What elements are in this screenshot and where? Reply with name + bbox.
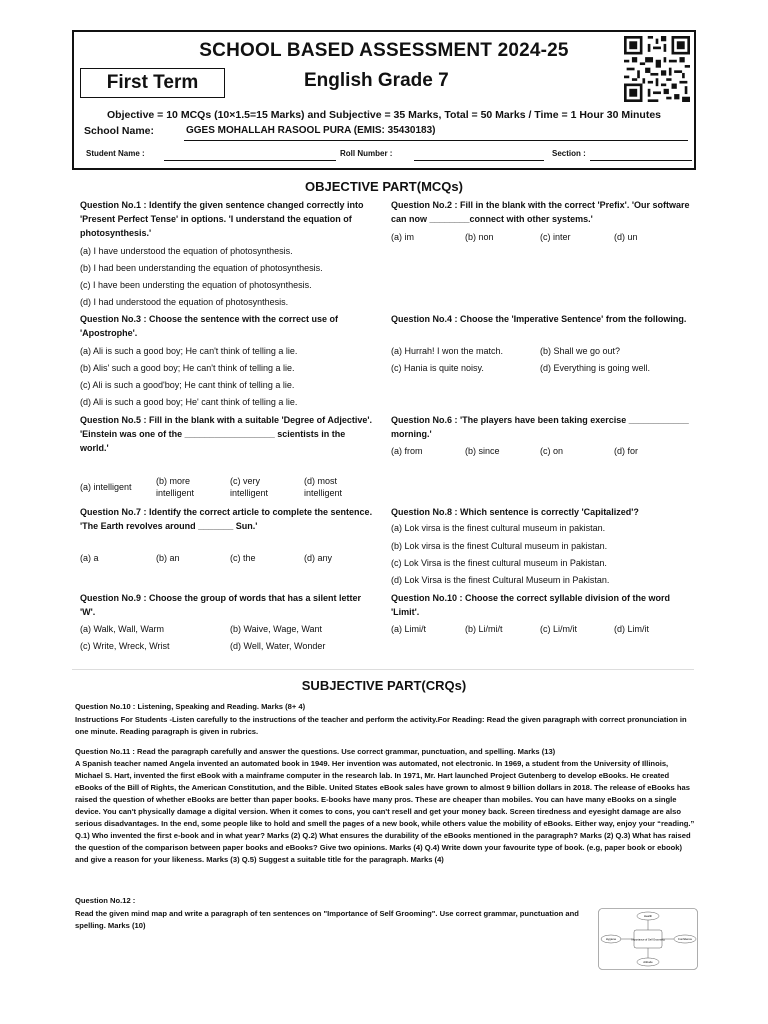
student-info-row	[84, 149, 688, 163]
q4-option-a[interactable]: (a) Hurrah! I won the match.	[391, 346, 504, 356]
q1-option-a[interactable]: (a) I have understood the equation of photosynthesis.	[80, 246, 293, 256]
q8-option-d[interactable]: (d) Lok Virsa is the finest Cultural Museum in Pakistan.	[391, 575, 610, 585]
q9-option-c[interactable]: (c) Write, Wreck, Wrist	[80, 641, 170, 651]
q3-option-a[interactable]: (a) Ali is such a good boy; He can't think of telling a lie.	[80, 346, 298, 356]
q5-option-d[interactable]: (d) most intelligent	[304, 476, 343, 498]
q8-option-c[interactable]: (c) Lok Virsa is the finest cultural museum in Pakistan.	[391, 558, 607, 568]
subjective-section-title: SUBJECTIVE PART(CRQs)	[301, 678, 467, 693]
question-8-text: Question No.8 : Which sentence is correctly 'Capitalized'?	[391, 507, 639, 517]
roll-number-label: Roll Number :	[340, 149, 393, 158]
q7-option-c[interactable]: (c) the	[230, 553, 256, 563]
q6-option-a[interactable]: (a) from	[391, 446, 423, 456]
question-5	[80, 413, 376, 455]
question-3-text: Question No.3 : Choose the sentence with the correct use of 'Apostrophe'.	[80, 314, 339, 338]
q10-option-a[interactable]: (a) Limi/t	[391, 624, 427, 634]
q7-option-a[interactable]: (a) a	[80, 553, 99, 563]
roll-number-field[interactable]	[414, 160, 544, 161]
question-7	[80, 505, 376, 533]
question-2	[391, 198, 691, 226]
subjective-q10-body: Instructions For Students -Listen carefully to the instructions of the teacher and perform the activity.For Reading: Read the given paragraph with correct pronunciation in one minute. Reading paragraph is given in rubrics.	[75, 715, 687, 736]
question-4-text: Question No.4 : Choose the 'Imperative Sentence' from the following.	[391, 314, 687, 324]
student-name-field[interactable]	[164, 160, 336, 161]
question-8	[391, 505, 691, 519]
q10-option-d[interactable]: (d) Lim/it	[614, 624, 650, 634]
header-box	[72, 30, 696, 170]
question-9	[80, 591, 376, 619]
q2-option-b[interactable]: (b) non	[465, 232, 494, 242]
q9-option-a[interactable]: (a) Walk, Wall, Warm	[80, 624, 164, 634]
question-5-text: Question No.5 : Fill in the blank with a suitable 'Degree of Adjective'.	[80, 415, 372, 425]
q5-option-c[interactable]: (c) very intelligent	[230, 476, 269, 498]
section-field[interactable]	[590, 160, 692, 161]
q1-option-c[interactable]: (c) I have been understing the equation of photosynthesis.	[80, 280, 312, 290]
question-6-text: Question No.6 : 'The players have been taking exercise ____________ morning.'	[391, 415, 689, 439]
school-name-underline	[184, 140, 688, 141]
section-label: Section :	[552, 149, 586, 158]
q2-option-a[interactable]: (a) im	[391, 232, 414, 242]
question-10	[391, 591, 691, 619]
question-7-text: Question No.7 : Identify the correct article to complete the sentence.	[80, 507, 373, 517]
question-3	[80, 312, 376, 340]
question-1	[80, 198, 376, 240]
mind-map-diagram	[598, 908, 698, 970]
school-name-label: School Name:	[84, 125, 155, 137]
q8-option-b[interactable]: (b) Lok virsa is the finest Cultural museum in pakistan.	[391, 541, 608, 551]
q9-option-b[interactable]: (b) Waive, Wage, Want	[230, 624, 323, 634]
q4-option-c[interactable]: (c) Hania is quite noisy.	[391, 363, 484, 373]
question-5-sentence: 'Einstein was one of the __________________ scientists in the world.'	[80, 429, 346, 453]
q2-option-c[interactable]: (c) inter	[540, 232, 571, 242]
question-4	[391, 312, 691, 326]
subjective-q10-heading: Question No.10 : Listening, Speaking and Reading. Marks (8+ 4)	[75, 702, 306, 711]
q1-option-d[interactable]: (d) I had understood the equation of photosynthesis.	[80, 297, 289, 307]
q10-option-c[interactable]: (c) Li/m/it	[540, 624, 577, 634]
question-10-text: Question No.10 : Choose the correct syllable division of the word 'Limit'.	[391, 593, 671, 617]
qr-code-icon	[624, 36, 690, 102]
term-box: First Term	[80, 68, 225, 98]
subjective-q11-heading: Question No.11 : Read the paragraph carefully and answer the questions. Use correct grammar, punctuation, and spelling. Marks (13)	[75, 747, 556, 756]
student-name-label: Student Name :	[86, 149, 145, 158]
q6-option-d[interactable]: (d) for	[614, 446, 639, 456]
q9-option-d[interactable]: (d) Well, Water, Wonder	[230, 641, 326, 651]
q4-option-b[interactable]: (b) Shall we go out?	[540, 346, 621, 356]
subject-title: English Grade 7	[304, 70, 449, 91]
q2-option-d[interactable]: (d) un	[614, 232, 638, 242]
q7-option-b[interactable]: (b) an	[156, 553, 180, 563]
question-7-sentence: 'The Earth revolves around _______ Sun.'	[80, 521, 258, 531]
subjective-q12-body: Read the given mind map and write a paragraph of ten sentences on "Importance of Self Grooming". Use correct grammar, punctuation and spelling. Marks (10)	[75, 909, 579, 930]
assessment-title: SCHOOL BASED ASSESSMENT 2024-25	[199, 40, 569, 61]
question-9-text: Question No.9 : Choose the group of words that has a silent letter 'W'.	[80, 593, 362, 617]
question-2-text: Question No.2 : Fill in the blank with the correct 'Prefix'. 'Our software can now ________connect with other systems.'	[391, 200, 690, 224]
section-divider	[72, 669, 694, 670]
question-1-text: Question No.1 : Identify the given sentence changed correctly into 'Present Perfect Tense' in options. 'I understand the equation of photosynthesis.'	[80, 200, 364, 238]
subjective-q11-body: A Spanish teacher named Angela invented an automated book in 1949. Her invention was automated, not electronic. In 1969, a student from the University of Illinois, Michael S. Hart, invented the first eBook with a mainframe computer in the research lab. In 1971, Mr. Hart launched Project Gutenberg to develop eBooks. He created eBooks of the Bill of Rights, the American Constitution, and the Bible. United States eBook sales have grown to almost 9 billion dollars in 2018. The release of eBooks has raised the question of whether eBooks are better than paper books. E-books have many pros. These are cheaper than mobiles. You can have many eBooks on a single device. You can't physically damage a digital version. When it comes to cons, you can't resell and get your money back. Screen tiredness and eyesight damage are also serious disadvantages. In the end, some people like to hold and smell the pages of a new book, while others value the mobility of eBooks. Either way, enjoy your “reading.” Q.1) Who invented the first e-book and in what year? Marks (2) Q.2) What ensures the durability of the eBooks mentioned in the paragraph? Marks (2) Q.3) What has raised the question of the comparison between paper books and eBooks? Give two opinions. Marks (4) Q.4) Write down your favourite type of book. (e.g, paper book or ebook) and give a reason for your likeness. Marks (3) Q.5) Suggest a suitable title for the paragraph. Marks (4)	[75, 759, 695, 864]
mind-map-left-label: Hygiene	[605, 937, 617, 941]
objective-marks-line: Objective = 10 MCQs (10×1.5=15 Marks) and Subjective = 35 Marks, Total = 50 Marks / Time = 1 Hour 30 Minutes	[106, 109, 662, 121]
mind-map-bottom-label: Attitude	[643, 960, 653, 964]
q3-option-d[interactable]: (d) Ali is such a good boy; He' cant think of telling a lie.	[80, 397, 298, 407]
q7-option-d[interactable]: (d) any	[304, 553, 333, 563]
q5-option-b[interactable]: (b) more intelligent	[156, 476, 195, 498]
subjective-q12-heading: Question No.12 :	[75, 896, 136, 905]
mind-map-right-label: Confidence	[677, 937, 693, 941]
q6-option-c[interactable]: (c) on	[540, 446, 564, 456]
q3-option-c[interactable]: (c) Ali is such a good'boy; He cant think of telling a lie.	[80, 380, 295, 390]
q8-option-a[interactable]: (a) Lok virsa is the finest cultural museum in pakistan.	[391, 523, 606, 533]
question-6	[391, 413, 691, 441]
q3-option-b[interactable]: (b) Alis' such a good boy; He can't think of telling a lie.	[80, 363, 295, 373]
school-name-value: GGES MOHALLAH RASOOL PURA (EMIS: 35430183)	[186, 125, 436, 136]
mind-map-center-label: Importance of Self Grooming	[631, 938, 665, 942]
q10-option-b[interactable]: (b) Li/mi/t	[465, 624, 503, 634]
q4-option-d[interactable]: (d) Everything is going well.	[540, 363, 651, 373]
mind-map-top-label: Health	[643, 914, 653, 918]
q1-option-b[interactable]: (b) I had been understanding the equation of photosynthesis.	[80, 263, 323, 273]
q5-option-a[interactable]: (a) intelligent	[80, 482, 132, 492]
q6-option-b[interactable]: (b) since	[465, 446, 500, 456]
objective-section-title: OBJECTIVE PART(MCQs)	[305, 179, 463, 194]
